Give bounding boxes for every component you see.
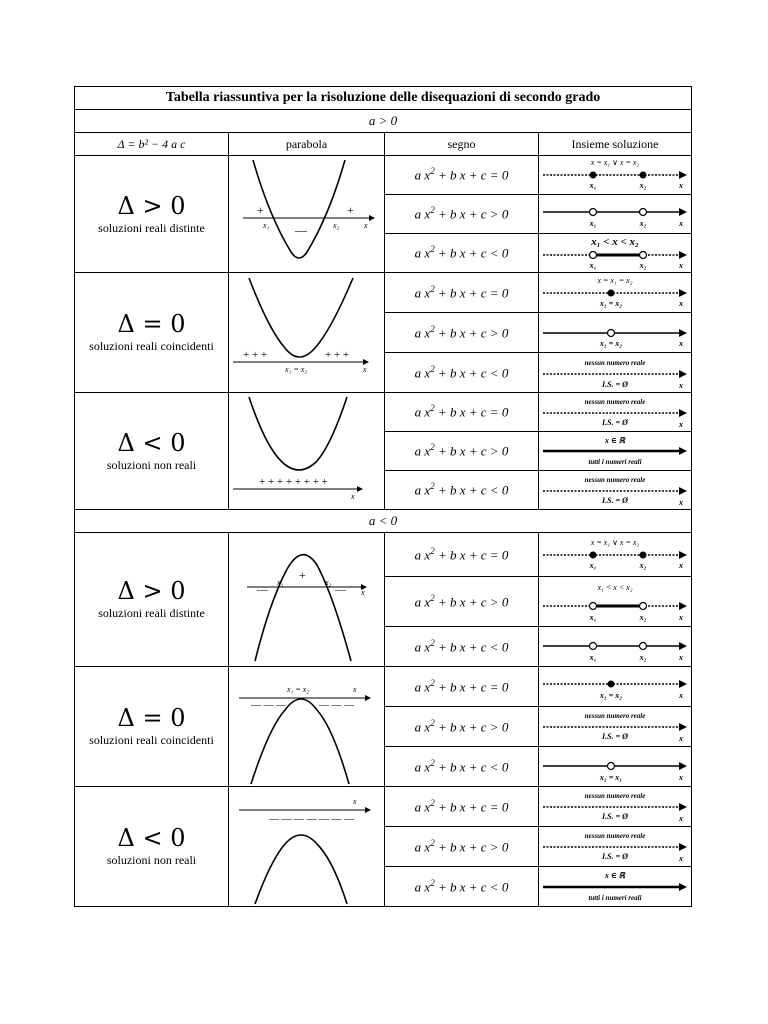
sol-neg-zero-lt — [539, 747, 692, 787]
eq-pos-zero-gt: a $x^2 + b$ x + c > 0 — [385, 313, 539, 353]
a-positive-header: a > 0 — [75, 110, 692, 133]
svg-text:x: x — [679, 338, 683, 348]
svg-text:x₂: x₂ — [639, 652, 647, 662]
svg-text:x₁ < x < x₂: x₁ < x < x₂ — [597, 582, 633, 592]
sol-pos-neg-eq — [539, 393, 692, 432]
eq-neg-pos-lt: a $x^2 + b$ x + c < 0 — [385, 627, 539, 667]
parabola-down-no-roots — [229, 787, 385, 907]
eq-pos-pos-lt: a $x^2 + b$ x + c < 0 — [385, 234, 539, 273]
svg-text:x₂: x₂ — [639, 181, 647, 190]
summary-table — [74, 86, 692, 907]
svg-text:+: + — [257, 203, 264, 217]
svg-text:x: x — [679, 560, 683, 570]
svg-text:I.S. = Ø: I.S. = Ø — [602, 851, 628, 861]
svg-text:x₂: x₂ — [639, 612, 647, 622]
parabola-up-no-roots — [229, 393, 385, 510]
svg-text:+ + + + + + + +: + + + + + + + + — [259, 476, 328, 488]
sol-neg-zero-gt — [539, 707, 692, 747]
sol-pos-neg-lt — [539, 471, 692, 510]
svg-text:x: x — [364, 221, 368, 230]
svg-text:x₂: x₂ — [333, 221, 340, 230]
svg-text:nessun numero reale: nessun numero reale — [584, 831, 646, 840]
svg-text:nessun numero reale: nessun numero reale — [584, 791, 646, 800]
svg-text:x: x — [679, 497, 683, 507]
sol-pos-zero-eq — [539, 273, 692, 313]
svg-text:x₂: x₂ — [639, 261, 647, 270]
sol-neg-pos-lt — [539, 627, 692, 667]
svg-text:x ∈ ℝ: x ∈ ℝ — [604, 870, 626, 880]
svg-text:I.S. = Ø: I.S. = Ø — [602, 495, 628, 505]
eq-neg-pos-gt: a $x^2 + b$ x + c > 0 — [385, 577, 539, 627]
svg-text:x: x — [679, 690, 683, 700]
svg-text:— — — — — — —: — — — — — — — — [269, 813, 354, 825]
eq-pos-neg-lt: a $x^2 + b$ x + c < 0 — [385, 471, 539, 510]
svg-text:x₁: x₁ — [589, 219, 597, 228]
svg-text:+: + — [347, 203, 354, 217]
svg-text:— — —: — — — — [319, 699, 354, 711]
svg-text:—: — — [295, 223, 307, 237]
case-delta-positive: Δ > 0 soluzioni reali distinte — [75, 156, 229, 273]
svg-text:x: x — [679, 733, 683, 743]
svg-text:x₁: x₁ — [589, 181, 597, 190]
svg-text:—: — — [335, 583, 346, 596]
eq-neg-neg-eq: a $x^2 + b$ x + c = 0 — [385, 787, 539, 827]
svg-text:x₁ = x₂: x₁ = x₂ — [599, 338, 623, 348]
svg-text:x = x₁ ∨ x = x₂: x = x₁ ∨ x = x₂ — [590, 537, 640, 547]
svg-text:x₁: x₁ — [277, 577, 284, 587]
eq-neg-neg-gt: a $x^2 + b$ x + c > 0 — [385, 827, 539, 867]
svg-text:nessun numero reale: nessun numero reale — [584, 711, 646, 720]
svg-text:x: x — [679, 419, 683, 429]
svg-text:nessun numero reale: nessun numero reale — [584, 397, 646, 406]
svg-text:x₁: x₁ — [263, 221, 270, 230]
parabola-up-two-roots — [229, 156, 385, 273]
table-title: Tabella riassuntiva per la risoluzione delle disequazioni di secondo grado — [75, 87, 692, 110]
svg-text:— — —: — — — — [251, 699, 286, 711]
svg-text:x: x — [679, 298, 683, 308]
svg-text:x₁: x₁ — [589, 560, 597, 570]
svg-text:I.S. = Ø: I.S. = Ø — [602, 811, 628, 821]
svg-text:x: x — [353, 684, 357, 694]
svg-text:x = x₁ = x₂: x = x₁ = x₂ — [597, 275, 633, 285]
eq-pos-neg-gt: a $x^2 + b$ x + c > 0 — [385, 432, 539, 471]
svg-text:x₁ = x₂: x₁ = x₂ — [599, 690, 623, 700]
eq-neg-neg-lt: a $x^2 + b$ x + c < 0 — [385, 867, 539, 907]
svg-text:x₁ = x₂: x₁ = x₂ — [285, 364, 308, 374]
svg-text:x = x₁ ∨ x = x₂: x = x₁ ∨ x = x₂ — [590, 158, 640, 167]
svg-text:x ∈ ℝ: x ∈ ℝ — [604, 435, 626, 445]
svg-text:x: x — [351, 492, 355, 501]
svg-text:x₁ = x₂: x₁ = x₂ — [287, 684, 310, 694]
svg-text:x: x — [363, 364, 367, 374]
svg-text:+: + — [299, 567, 306, 582]
sol-pos-zero-lt — [539, 353, 692, 393]
svg-text:x₂: x₂ — [639, 560, 647, 570]
parabola-down-one-root — [229, 667, 385, 787]
svg-text:x₁: x₁ — [589, 612, 597, 622]
sol-neg-neg-eq — [539, 787, 692, 827]
svg-text:nessun numero reale: nessun numero reale — [584, 475, 646, 484]
svg-text:x: x — [679, 813, 683, 823]
svg-text:+ + +: + + + — [243, 348, 268, 361]
sol-neg-zero-eq — [539, 667, 692, 707]
sol-pos-zero-gt — [539, 313, 692, 353]
header-delta: Δ = b² − 4 a c — [75, 133, 229, 156]
case-neg-delta-positive: Δ > 0 soluzioni reali distinte — [75, 533, 229, 667]
svg-text:x₁: x₁ — [589, 652, 597, 662]
sol-neg-pos-eq — [539, 533, 692, 577]
svg-text:x₂ = x₁: x₂ = x₁ — [599, 772, 623, 782]
svg-text:—: — — [257, 583, 268, 596]
eq-neg-pos-eq: a $x^2 + b$ x + c = 0 — [385, 533, 539, 577]
sol-neg-neg-lt — [539, 867, 692, 907]
svg-text:x: x — [361, 587, 365, 597]
svg-text:x₁ = x₂: x₁ = x₂ — [599, 298, 623, 308]
svg-text:x: x — [679, 380, 683, 390]
eq-neg-zero-eq: a $x^2 + b$ x + c = 0 — [385, 667, 539, 707]
eq-neg-zero-gt: a $x^2 + b$ x + c > 0 — [385, 707, 539, 747]
svg-text:x: x — [679, 853, 683, 863]
eq-pos-pos-gt: a $x^2 + b$ x + c > 0 — [385, 195, 539, 234]
svg-text:x: x — [679, 612, 683, 622]
svg-text:tutti i numeri reali: tutti i numeri reali — [588, 457, 642, 466]
header-insieme: Insieme soluzione — [539, 133, 692, 156]
svg-text:nessun numero reale: nessun numero reale — [584, 358, 646, 367]
svg-text:I.S. = Ø: I.S. = Ø — [602, 731, 628, 741]
sol-neg-pos-gt — [539, 577, 692, 627]
parabola-down-two-roots — [229, 533, 385, 667]
svg-text:x: x — [679, 261, 683, 270]
svg-text:x₁: x₁ — [589, 261, 597, 270]
svg-text:+ + +: + + + — [325, 348, 350, 361]
eq-pos-zero-eq: a $x^2 + b$ x + c = 0 — [385, 273, 539, 313]
header-parabola: parabola — [229, 133, 385, 156]
case-delta-negative: Δ < 0 soluzioni non reali — [75, 393, 229, 510]
sol-neg-neg-gt — [539, 827, 692, 867]
sol-pos-pos-gt — [539, 195, 692, 234]
case-delta-zero: Δ = 0 soluzioni reali coincidenti — [75, 273, 229, 393]
eq-pos-neg-eq: a $x^2 + b$ x + c = 0 — [385, 393, 539, 432]
svg-text:tutti i numeri reali: tutti i numeri reali — [588, 893, 642, 902]
svg-text:I.S. = Ø: I.S. = Ø — [602, 417, 628, 427]
svg-text:x: x — [679, 219, 683, 228]
svg-text:x₂: x₂ — [639, 219, 647, 228]
sol-pos-neg-gt — [539, 432, 692, 471]
sol-pos-pos-lt — [539, 234, 692, 273]
case-neg-delta-negative: Δ < 0 soluzioni non reali — [75, 787, 229, 907]
a-negative-header: a < 0 — [75, 510, 692, 533]
eq-neg-zero-lt: a $x^2 + b$ x + c < 0 — [385, 747, 539, 787]
case-neg-delta-zero: Δ = 0 soluzioni reali coincidenti — [75, 667, 229, 787]
svg-text:x: x — [353, 796, 357, 806]
header-segno: segno — [385, 133, 539, 156]
svg-text:x₁ < x < x₂: x₁ < x < x₂ — [591, 236, 639, 248]
svg-text:x: x — [679, 652, 683, 662]
svg-text:x: x — [679, 181, 683, 190]
eq-pos-zero-lt: a $x^2 + b$ x + c < 0 — [385, 353, 539, 393]
svg-text:x₂: x₂ — [325, 577, 332, 587]
sol-pos-pos-eq — [539, 156, 692, 195]
eq-pos-pos-eq: a $x^2 + b$ x + c = 0 — [385, 156, 539, 195]
svg-text:x: x — [679, 772, 683, 782]
svg-text:I.S. = Ø: I.S. = Ø — [602, 379, 628, 389]
parabola-up-one-root — [229, 273, 385, 393]
